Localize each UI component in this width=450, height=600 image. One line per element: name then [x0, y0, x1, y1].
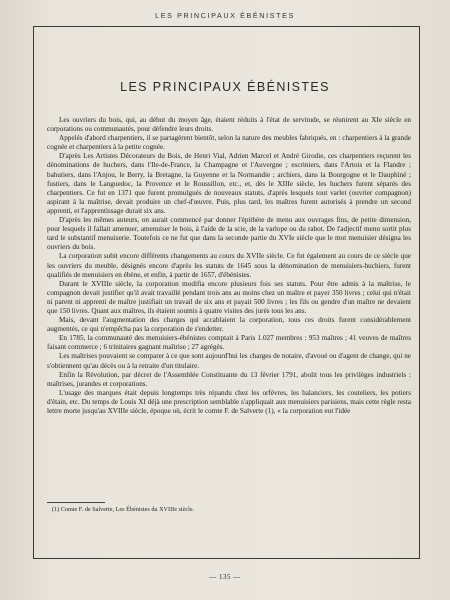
- paragraph: Durant le XVIIIe siècle, la corporation modifia encore plusieurs fois ses statuts. Pour être admis à la maîtrise, le compagnon devait justifier qu'il avait travaillé pendant trois ans au moins chez un maître et payer 350 livres ; celui qui n'était ni parent ni apprenti de maître justifiait un travail de six ans et payait 500 livres ; les fils ou gendre d'un maître ne devaient que 150 livres. Quant aux maîtres, ils étaient soumis à quatre visites des jurés tous les ans.: [47, 279, 411, 315]
- paragraph: L'usage des marques était depuis longtemps très répandu chez les orfèvres, les balanciers, les couteliers, les potiers d'étain, etc. Du temps de Louis XI déjà une prescription semblable s'appliquait aux menuisiers parisiens, mais cette règle resta lettre morte jusqu'au XVIIIe siècle, époque où, écrit le comte F. de Salverte (1), « la corporation eut l'idée: [47, 388, 411, 415]
- paragraph: Les maîtrises pouvaient se comparer à ce que sont aujourd'hui les charges de notaire, d'avoué ou d'agent de change, qui ne s'obtiennent qu'au décès ou à la retraite d'un titulaire.: [47, 352, 411, 370]
- body-text: [47, 116, 411, 416]
- footnote-rule: [47, 502, 105, 503]
- page-number: — 135 —: [209, 573, 241, 581]
- paragraph: Les ouvriers du bois, qui, au début du moyen âge, étaient réduits à l'état de servitude, se réunirent au XIe siècle en corporations ou communautés, pour défendre leurs droits.: [47, 116, 411, 134]
- footnote: (1) Comte F. de Salverte, Les Ébénistes du XVIIIe siècle.: [52, 506, 195, 513]
- chapter-title: LES PRINCIPAUX ÉBÉNISTES: [120, 80, 330, 94]
- paragraph: En 1785, la communauté des menuisiers-ébénistes comptait à Paris 1.027 membres : 953 maîtres ; 41 veuves de maîtres faisant commerce ; 6 trinitaires gagnant maîtrise ; 27 agrégés.: [47, 334, 411, 352]
- paragraph: La corporation subit encore différents changements au cours du XVIIe siècle. Ce fut également au cours de ce siècle que les ouvriers du meuble, désignés encore d'après les statuts de 1645 sous la dénomination de menuisiers-huchiers, furent qualifiés de menuisiers en ébène, et enfin, à partir de 1657, d'ébénistes.: [47, 252, 411, 279]
- paragraph: Appelés d'abord charpentiers, il se partagèrent bientôt, selon la nature des meubles fabriqués, en : charpentiers à la grande cognée et charpentiers à la petite cognée.: [47, 134, 411, 152]
- running-head: LES PRINCIPAUX ÉBÉNISTES: [155, 11, 295, 20]
- paragraph: Enfin la Révolution, par décret de l'Assemblée Constituante du 13 février 1791, abolit tous les privilèges industriels : maîtrises, jurandes et corporations.: [47, 370, 411, 388]
- paragraph: Mais, devant l'augmentation des charges qui accablaient la corporation, tous ces droits furent considérablement augmentés, ce qui n'empêcha pas la corporation de s'endetter.: [47, 316, 411, 334]
- paragraph: D'après les mêmes auteurs, on aurait commencé par donner l'épithète de menu aux ouvrages fins, de petite dimension, pour lesquels il fallait amenuer, amenuiser le bois, à l'aide de la scie, de la varlope ou du rabot. De l'adjectif menu sortit plus tard le substantif menuiserie. Toutefois ce ne fut que dans la seconde partie du XVIe siècle que le mot menuisier désigna les ouvriers du bois.: [47, 216, 411, 252]
- paragraph: D'après Les Artistes Décorateurs du Bois, de Henri Vial, Adrien Marcel et André Girodie, ces charpentiers reçurent les dénominations de huchers, dans l'Ile-de-France, la Champagne et l'Auvergne ; escriniers, dans l'Artois et la Flandre ; bahutiers, dans l'Anjou, le Berry, la Bretagne, la Guyenne et la Normandie ; archiers, dans la Bourgogne et le Dauphiné ; fustiers, dans le Languedoc, la Provence et le Roussillon, etc., et, dès le XIIIe siècle, les huchers furent séparés des charpentiers. Ce fut en 1371 que furent promulgués de nouveaux statuts, d'après lesquels tout varlet (ouvrier compagnon) aspirant à la maîtrise, devait produire un chef-d'œuvre. Puis, plus tard, les maîtres furent autorisés à prendre un second apprenti, et l'apprentissage durait six ans.: [47, 152, 411, 215]
